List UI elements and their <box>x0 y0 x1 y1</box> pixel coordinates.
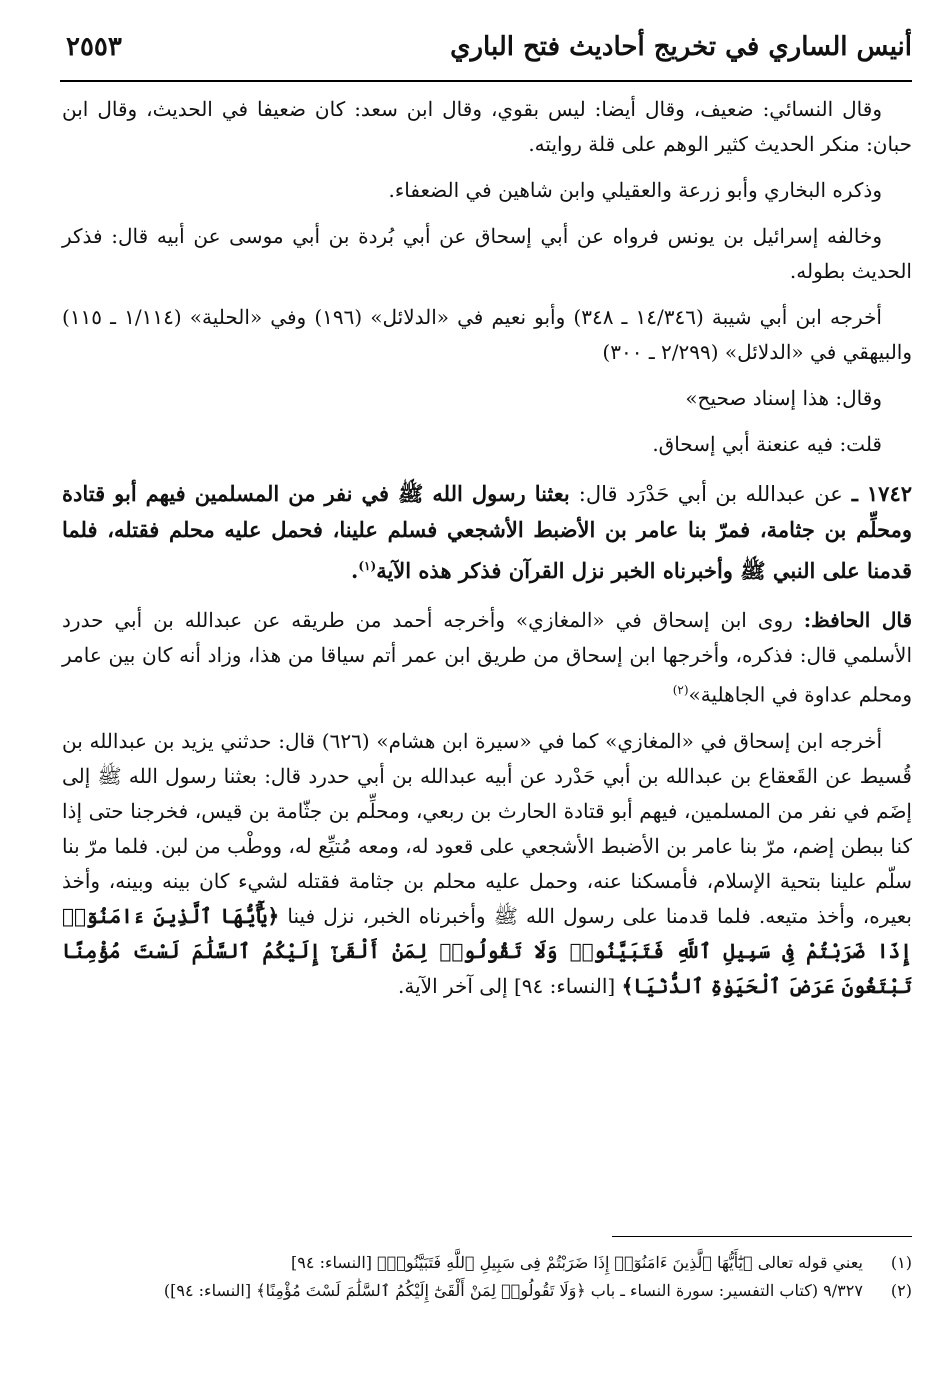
page-header <box>60 28 912 82</box>
footnote-ref: (٢) <box>672 683 689 697</box>
footnote-divider <box>612 1236 912 1237</box>
paragraph: وذكره البخاري وأبو زرعة والعقيلي وابن شاهين في الضعفاء. <box>388 178 882 202</box>
paragraph: أخرجه ابن أبي شيبة (١٤/٣٤٦ ـ ٣٤٨) وأبو نعيم في «الدلائل» (١٩٦) وفي «الحلية» (١/١١٤ ـ ١١٥) والبيهقي في «الدلائل» (٢/٢٩٩ ـ ٣٠٠) <box>62 305 912 364</box>
paragraph: وقال النسائي: ضعيف، وقال أيضا: ليس بقوي، وقال ابن سعد: كان ضعيفا في الحديث، وقال ابن حبان: منكر الحديث كثير الوهم على قلة روايته. <box>62 97 912 156</box>
paragraph: وخالفه إسرائيل بن يونس فرواه عن أبي إسحاق عن أبي بُردة بن أبي موسى عن أبيه قال: فذكر الحديث بطوله. <box>62 224 912 283</box>
hadith-intro: عن عبدالله بن أبي حَدْرَد قال: <box>578 482 843 506</box>
footnote <box>62 1249 912 1277</box>
paragraph: وقال: هذا إسناد صحيح» <box>685 386 882 410</box>
running-title: أنيس الساري في تخريج أحاديث فتح الباري <box>450 32 912 62</box>
footnote-text: يعني قوله تعالى ﴿يَٰٓأَيُّهَا ٱلَّذِينَ ءَامَنُوٓا۟ إِذَا ضَرَبْتُمْ فِى سَبِيلِ ٱللَّهِ فَتَبَيَّنُوا۟﴾ [النساء: ٩٤] <box>291 1253 863 1272</box>
page-body <box>62 92 912 1015</box>
paragraph <box>62 724 912 1004</box>
footnote-ref: (١) <box>358 559 377 573</box>
verse-reference: [النساء: ٩٤] إلى آخر الآية. <box>398 973 616 998</box>
paragraph-text: أخرجه ابن إسحاق في «المغازي» كما في «سيرة ابن هشام» (٦٢٦) قال: حدثني يزيد بن عبدالله بن قُسيط عن القَعقاع بن عبدالله بن أبي حَدْرد عن أبيه عبدالله بن أبي حدرد قال: بعثنا رسول الله ﷺ إلى إضَم في نفر من المسلمين، فيهم أبو قتادة الحارث بن ربعي، ومحلِّم بن جثّامة بن قيس، فخرجنا حتى إذا كنا ببطن إضم، مرّ بنا عامر بن الأضبط الأشجعي على قعود له، ومعه مُتيِّع له، ووطْب من لبن. فلما مرّ بنا سلّم علينا بتحية الإسلام، فأمسكنا عنه، وحمل عليه محلم بن جثامة فقتله لشيء كان بينه وبينه، وأخذ بعيره، وأخذ متيعه. فلما قدمنا على رسول الله ﷺ وأخبرناه الخبر، نزل فينا <box>62 728 912 928</box>
hafidh-text: روى ابن إسحاق في «المغازي» وأخرجه أحمد من طريقه عن عبدالله بن أبي حدرد الأسلمي قال: فذكره، وأخرجها ابن إسحاق من طريق ابن عمر أتم سياقا من هذا، وزاد أنه كان بين عامر ومحلم عداوة في الجاهلية» <box>62 608 912 707</box>
paragraph: قلت: فيه عنعنة أبي إسحاق. <box>652 432 882 456</box>
footnote <box>62 1277 912 1305</box>
hadith-number: ١٧٤٢ ـ <box>851 481 913 506</box>
footnote-number: (١) <box>890 1253 912 1272</box>
footnotes <box>62 1236 912 1305</box>
page-number: ٢٥٥٣ <box>66 32 122 62</box>
hafidh-paragraph <box>62 603 912 713</box>
hafidh-label: قال الحافظ: <box>803 608 913 632</box>
hadith-entry: ١٧٤٢ ـ عن عبدالله بن أبي حَدْرَد قال: بعثنا رسول الله ﷺ في نفر من المسلمين فيهم أبو قتادة ومحلِّم بن جثامة، فمرّ بنا عامر بن الأضبط الأشجعي فسلم علينا، فحمل عليه محلم فقتله، فلما قدمنا على النبي ﷺ وأخبرناه الخبر نزل القرآن فذكر هذه الآية$^{(١)}$. <box>62 481 913 583</box>
hadith-text: بعثنا رسول الله ﷺ في نفر من المسلمين فيهم أبو قتادة ومحلِّم بن جثامة، فمرّ بنا عامر بن الأضبط الأشجعي فسلم علينا، فحمل عليه محلم فقتله، فلما قدمنا على النبي ﷺ وأخبرناه الخبر نزل القرآن فذكر هذه الآية <box>62 481 912 583</box>
footnote-number: (٢) <box>890 1281 912 1300</box>
footnote-text: ٩/٣٢٧ (كتاب التفسير: سورة النساء ـ باب ﴿وَلَا تَقُولُوا۟ لِمَنْ أَلْقَىٰٓ إِلَيْكُمُ ٱلسَّلَٰمَ لَسْتَ مُؤْمِنًا﴾ [النساء: ٩٤]) <box>163 1281 863 1300</box>
quran-verse: ﴿يَٰٓأَيُّهَا ٱلَّذِينَ ءَامَنُوٓا۟ إِذَا ضَرَبْتُمْ فِى سَبِيلِ ٱللَّهِ فَتَبَيَّنُوا۟ وَلَا تَقُولُوا۟ لِمَنْ أَلْقَىٰٓ إِلَيْكُمُ ٱلسَّلَٰمَ لَسْتَ مُؤْمِنًا تَبْتَغُونَ عَرَضَ ٱلْحَيَوٰةِ ٱلدُّنْيَا﴾ <box>62 903 912 998</box>
